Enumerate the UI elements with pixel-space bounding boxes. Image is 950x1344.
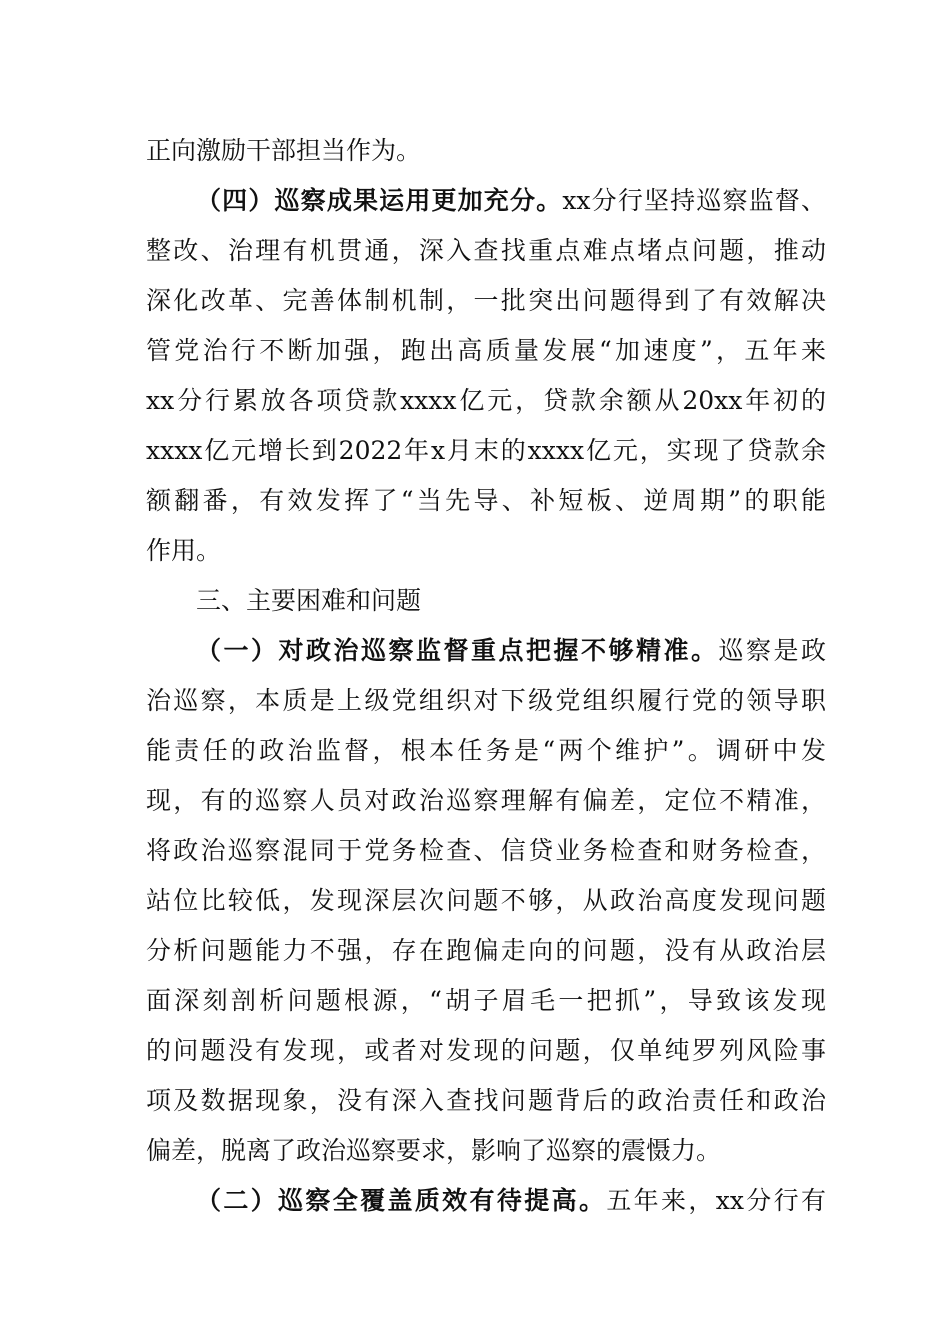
- text-line: 额翻番，有效发挥了“当先导、补短板、逆周期”的职能: [146, 486, 826, 515]
- text-run: xx分行坚持巡察监督、: [562, 186, 826, 215]
- text-line: 作用。: [146, 536, 222, 565]
- text-line: 治巡察，本质是上级党组织对下级党组织履行党的领导职: [146, 686, 826, 715]
- subheading-4: （四）巡察成果运用更加充分。: [196, 186, 563, 215]
- text-line: 深化改革、完善体制机制，一批突出问题得到了有效解决: [146, 286, 826, 315]
- paragraph-1-start: [196, 636, 826, 666]
- text-line: 管党治行不断加强，跑出高质量发展“加速度”，五年来: [146, 336, 826, 365]
- text-line: xxxx亿元增长到2022年x月末的xxxx亿元，实现了贷款余: [146, 436, 826, 465]
- text-line: 正向激励干部担当作为。: [146, 136, 422, 165]
- text-line: xx分行累放各项贷款xxxx亿元，贷款余额从20xx年初的: [146, 386, 826, 415]
- text-line: 能责任的政治监督，根本任务是“两个维护”。调研中发: [146, 736, 826, 765]
- section-heading: 三、主要困难和问题: [196, 586, 422, 615]
- text-line: 面深刻剖析问题根源，“胡子眉毛一把抓”，导致该发现: [146, 986, 826, 1015]
- text-line: 整改、治理有机贯通，深入查找重点难点堵点问题，推动: [146, 236, 826, 265]
- text-line: 偏差，脱离了政治巡察要求，影响了巡察的震慑力。: [146, 1136, 722, 1165]
- paragraph-4-start: [196, 186, 826, 216]
- text-line: 分析问题能力不强，存在跑偏走向的问题，没有从政治层: [146, 936, 826, 965]
- text-run: 五年来，xx分行有: [606, 1186, 826, 1215]
- subheading-1: （一）对政治巡察监督重点把握不够精准。: [196, 636, 719, 665]
- text-line: 现，有的巡察人员对政治巡察理解有偏差，定位不精准，: [146, 786, 826, 815]
- paragraph-2-start: [196, 1186, 826, 1216]
- text-line: 站位比较低，发现深层次问题不够，从政治高度发现问题: [146, 886, 826, 915]
- text-line: 的问题没有发现，或者对发现的问题，仅单纯罗列风险事: [146, 1036, 826, 1065]
- text-line: 项及数据现象，没有深入查找问题背后的政治责任和政治: [146, 1086, 826, 1115]
- subheading-2: （二）巡察全覆盖质效有待提高。: [196, 1186, 607, 1215]
- text-line: 将政治巡察混同于党务检查、信贷业务检查和财务检查，: [146, 836, 826, 865]
- text-run: 巡察是政: [718, 636, 826, 665]
